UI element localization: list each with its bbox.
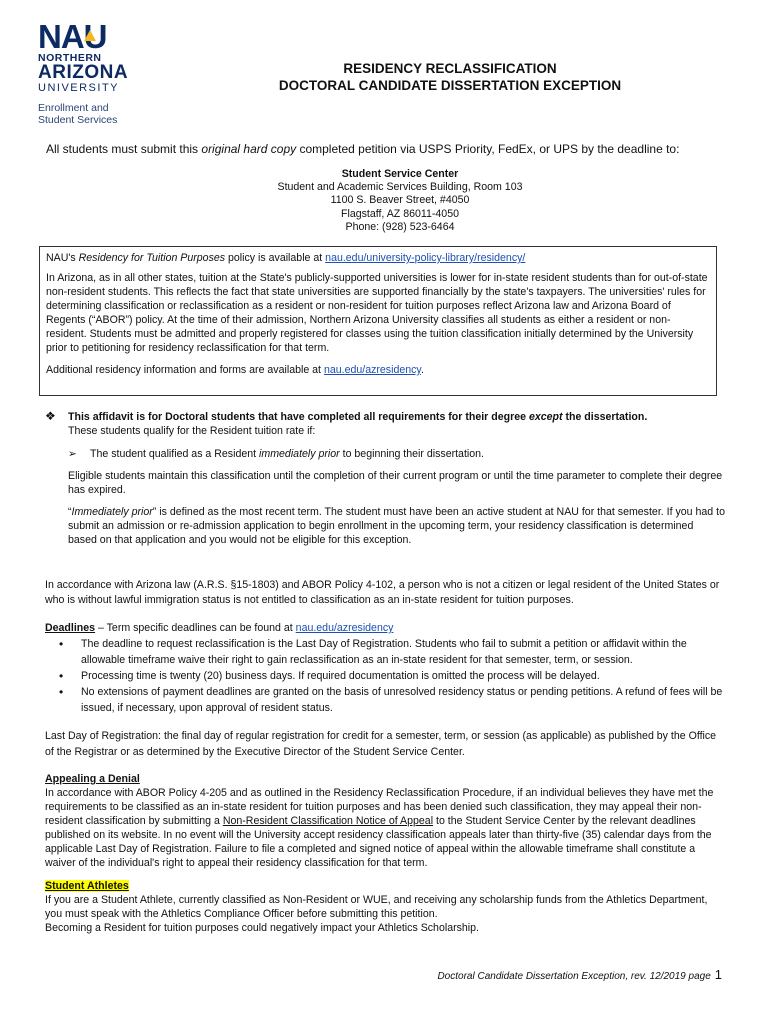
logo-arizona: ARIZONA [38,62,129,83]
sub-italic: immediately prior [259,448,340,460]
logo-department [38,102,148,126]
nau-logo [38,18,148,126]
deadlines-link[interactable]: nau.edu/azresidency [295,622,394,634]
athletes-p2: Becoming a Resident for tuition purposes could negatively impact your Athletics Scholarship. [45,922,479,934]
affidavit-bullet [45,410,725,438]
page-footer [437,968,722,984]
address-line2: 1100 S. Beaver Street, #4050 [330,194,470,207]
sub-after: to beginning their dissertation. [339,448,484,460]
appeal-after: to the Student Service Center by the relevant deadlines published on its website. In no event will the University accept residency classification appeals later than thirty-five (35) calendar days from the applicable Last Day of Registration. Failure to file a completed and signed notice of appeal within the allowable timeframe shall constitute a waiver of the individual's right to appeal their residency classification for that term. [45,815,712,869]
deadlines-intro [45,620,725,636]
deadlines-intro-text: – Term specific deadlines can be found at [95,622,296,634]
deadlines-heading: Deadlines [45,622,96,634]
appeal-paragraph [45,786,725,870]
intro-before: All students must submit this [46,142,202,156]
intro-after: completed petition via USPS Priority, FedEx, or UPS by the deadline to: [296,142,680,156]
appeal-section [45,772,725,870]
appeal-before: In accordance with ABOR Policy 4-205 and as outlined in the Residency Reclassification Procedure, if an individual believes they have met the requirements to be classified as an in-state resident for tuition purposes and has been denied such classification, they may appeal their non-resident classification by submitting a [45,787,714,827]
deadlines-list [45,636,725,716]
last-day-paragraph: Last Day of Registration: the final day of regular registration for credit for a semester, term, or session (as applicable) as published by the Office of the Registrar or as determined by the Executive Director of the Student Service Center. [45,730,717,758]
logo-dept-line2: Student Services [38,114,118,126]
affidavit-section [45,410,725,547]
address-name: Student Service Center [341,168,459,180]
info-policy [46,251,710,265]
address-line1: Student and Academic Services Building, Room 103 [277,181,523,194]
arrow-bullet-icon: ➢ [68,448,77,460]
affidavit-bold-before: This affidavit is for Doctoral students that have completed all requirements for their degree [68,411,529,423]
azresidency-link[interactable]: nau.edu/azresidency [323,364,421,376]
footer-text: Doctoral Candidate Dissertation Exception, rev. 12/2019 page [437,971,711,982]
info-paragraph: In Arizona, as in all other states, tuition at the State's publicly-supported universities is lower for in-state resident students than for out-of-state non-resident students. This reflects the fact that state universities are supported financially by the state's taxpayers. The universities' rules for determining classification or reclassification as a resident or non-resident for tuition purposes reflect Arizona law and Arizona Board of Regents (“ABOR”) policy. At the time of their admission, Northern Arizona University classifies all students as either a resident or non-resident. Students must be admitted and properly registered for classes using the tuition classification initially determined by the University prior to petitioning for residency reclassification for that term. [46,272,708,354]
intro-italic: original hard copy [201,142,297,156]
affidavit-bold-after: the dissertation. [562,411,648,423]
definition-italic: Immediately prior [71,506,153,518]
arizona-law-paragraph: In accordance with Arizona law (A.R.S. §15-1803) and ABOR Policy 4-102, a person who is not a citizen or legal resident of the United States or who is without lawful immigration status is not entitled to classification as an in-state resident for tuition purposes. [45,579,720,606]
appeal-heading: Appealing a Denial [45,773,140,785]
deadlines-section [45,620,725,716]
sub-before: The student qualified as a Resident [90,448,260,460]
logo-university: UNIVERSITY [38,82,120,94]
residency-info-box [39,246,717,396]
deadline-item: • Processing time is twenty (20) business days. If required documentation is omitted the process will be delayed. [45,668,725,684]
athletes-p1: If you are a Student Athlete, currently classified as Non-Resident or WUE, and receiving any scholarship funds from the Athletics Department, you must speak with the Athletics Compliance Officer before submitting this petition. [45,894,708,920]
logo-northern: NORTHERN [38,52,102,64]
logo-nau [38,18,148,55]
title-line2: DOCTORAL CANDIDATE DISSERTATION EXCEPTION [278,78,622,93]
info-p3-after: . [420,364,424,376]
affidavit-subbullet [45,447,725,461]
page-number: 1 [714,967,722,982]
address-line3: Flagstaff, AZ 86011-4050 [341,207,459,220]
deadline-item: • No extensions of payment deadlines are granted on the basis of unresolved residency status or pending petitions. A refund of fees will be issued, if necessary, upon approval of resident status. [45,684,725,716]
info-p1-before: NAU's [46,252,79,264]
definition-paragraph: “Immediately prior” is defined as the most recent term. The student must have been an active student at NAU for that semester. If you had to submit an admission or re-admission application to begin enrollment in the upcoming term, your residency classification is determined based on that application and you would not be eligible for this exception. [68,506,725,546]
deadline-item: • The deadline to request reclassification is the Last Day of Registration. Students who fail to submit a petition or affidavit within the allowable timeframe waive their right to gain reclassification as an in-state resident for that semester, term, or session. [45,636,725,668]
logo-triangle-icon [84,30,96,41]
title-line1: RESIDENCY RECLASSIFICATION [343,61,557,76]
info-additional [46,363,710,377]
eligible-paragraph: Eligible students maintain this classification until the completion of their current program or until the time parameter to complete their degree has expired. [68,470,723,496]
definition-after: is defined as the most recent term. The student must have been an active student at NAU for that semester. If you had to submit an admission or re-admission application to begin enrollment in the upcoming term, your residency classification is determined based on that application and you would not be eligible for this exception. [68,506,725,546]
affidavit-bold-italic: except [528,411,563,423]
logo-dept-line1: Enrollment and [38,102,109,114]
policy-link[interactable]: nau.edu/university-policy-library/residency/ [325,252,526,264]
address-phone: Phone: (928) 523-6464 [345,220,455,233]
athletes-heading: Student Athletes [45,880,129,892]
intro-instruction [46,142,679,157]
info-p3-before: Additional residency information and forms are available at [46,364,324,376]
mailing-address [200,168,600,234]
document-title [150,60,750,94]
athletes-section [45,879,725,935]
logo-nau-text: NAU [38,18,107,55]
info-p1-italic: Residency for Tuition Purposes [78,252,226,264]
info-p1-after: policy is available at [225,252,326,264]
affidavit-line2: These students qualify for the Resident tuition rate if: [68,425,316,437]
appeal-link-text: Non-Resident Classification Notice of Appeal [222,815,434,827]
diamond-bullet-icon: ❖ [45,409,56,423]
